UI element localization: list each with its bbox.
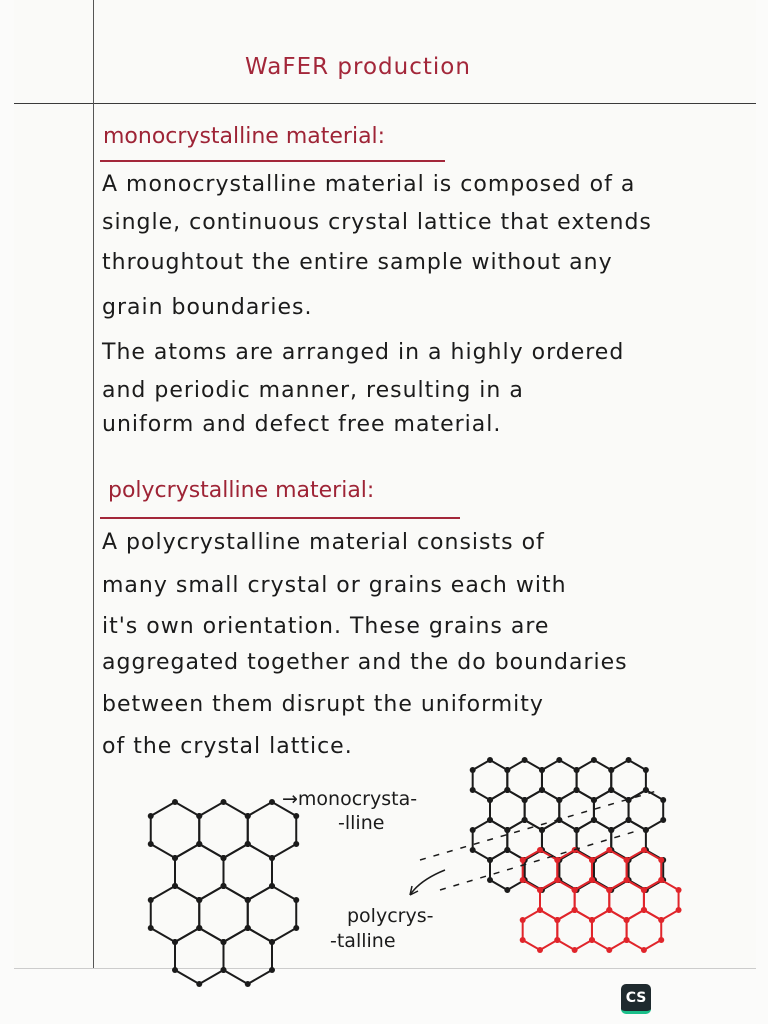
lattice-atom [554, 877, 560, 883]
lattice-atom [660, 797, 666, 803]
text-line: of the crystal lattice. [102, 734, 353, 759]
lattice-atom [520, 917, 526, 923]
lattice-atom [196, 813, 202, 819]
lattice-atom [220, 883, 226, 889]
lattice-atom [172, 967, 178, 973]
lattice-atom [520, 937, 526, 943]
lattice-atom [504, 767, 510, 773]
lattice-atom [504, 787, 510, 793]
lattice-cell [151, 886, 199, 942]
lattice-atom [293, 925, 299, 931]
lattice-atom [643, 827, 649, 833]
grain-cell [523, 910, 558, 950]
lattice-atom [574, 767, 580, 773]
monocrystalline-label: →monocrysta- [282, 788, 418, 810]
lattice-atom [196, 925, 202, 931]
section-heading-polycrystalline: polycrystalline material: [108, 478, 375, 503]
lattice-atom [589, 877, 595, 883]
lattice-atom [172, 799, 178, 805]
text-line: single, continuous crystal lattice that extends [102, 210, 652, 235]
lattice-atom [658, 857, 664, 863]
lattice-atom [220, 855, 226, 861]
grain-cell [627, 910, 662, 950]
lattice-atom [539, 787, 545, 793]
lattice-atom [608, 827, 614, 833]
lattice-atom [626, 817, 632, 823]
lattice-atom [574, 827, 580, 833]
lattice-atom [245, 897, 251, 903]
lattice-atom [269, 967, 275, 973]
lattice-atom [172, 939, 178, 945]
lattice-atom [589, 857, 595, 863]
lattice-cell [248, 886, 296, 942]
grain-cell [592, 910, 627, 950]
text-line: A polycrystalline material consists of [102, 530, 545, 555]
lattice-atom [470, 827, 476, 833]
monocrystalline-label-cont: -lline [338, 812, 385, 834]
lattice-atom [641, 947, 647, 953]
lattice-atom [591, 817, 597, 823]
lattice-atom [148, 813, 154, 819]
text-line: grain boundaries. [102, 295, 313, 320]
lattice-atom [504, 827, 510, 833]
lattice-cell [151, 802, 199, 858]
lattice-atom [608, 787, 614, 793]
lattice-atom [554, 937, 560, 943]
lattice-atom [606, 907, 612, 913]
lattice-atom [293, 897, 299, 903]
lattice-atom [487, 817, 493, 823]
lattice-atom [608, 767, 614, 773]
text-line: it's own orientation. These grains are [102, 614, 550, 639]
text-line: many small crystal or grains each with [102, 573, 567, 598]
lattice-atom [148, 897, 154, 903]
camscanner-badge: CS [621, 984, 651, 1014]
lattice-atom [624, 877, 630, 883]
grain-cell [557, 910, 592, 950]
monocrystalline-lattice [148, 799, 299, 987]
lattice-atom [522, 817, 528, 823]
lattice-atom [572, 947, 578, 953]
lattice-cell [223, 928, 271, 984]
lattice-atom [148, 841, 154, 847]
lattice-cell [223, 844, 271, 900]
lattice-atom [293, 813, 299, 819]
lattice-atom [556, 797, 562, 803]
lattice-atom [572, 887, 578, 893]
lattice-atom [591, 757, 597, 763]
lattice-atom [269, 799, 275, 805]
lattice-atom [245, 981, 251, 987]
lattice-atom [487, 877, 493, 883]
lattice-atom [591, 797, 597, 803]
lattice-atom [172, 883, 178, 889]
lattice-atom [643, 767, 649, 773]
lattice-atom [658, 877, 664, 883]
lattice-cell [199, 886, 247, 942]
lattice-atom [220, 967, 226, 973]
dashed-boundary [420, 790, 660, 890]
lattice-atom [293, 841, 299, 847]
lattice-atom [504, 847, 510, 853]
text-line: uniform and defect free material. [102, 412, 502, 437]
lattice-atom [537, 907, 543, 913]
lattice-atom [589, 937, 595, 943]
lattice-atom [470, 767, 476, 773]
lattice-atom [624, 857, 630, 863]
polycrystalline-lattice-red [520, 847, 682, 953]
lattice-atom [554, 857, 560, 863]
lattice-atom [196, 897, 202, 903]
lattice-atom [643, 787, 649, 793]
lattice-atom [624, 917, 630, 923]
lattice-atom [641, 847, 647, 853]
lattice-atom [196, 841, 202, 847]
lattice-atom [606, 947, 612, 953]
lattice-atom [658, 937, 664, 943]
lattice-cell [175, 844, 223, 900]
lattice-atom [626, 757, 632, 763]
lattice-atom [520, 877, 526, 883]
text-line: A monocrystalline material is composed of a [102, 172, 636, 197]
lattice-atom [520, 857, 526, 863]
lattice-atom [556, 757, 562, 763]
lattice-atom [572, 907, 578, 913]
lattice-atom [539, 827, 545, 833]
lattice-atom [148, 925, 154, 931]
lattice-atom [487, 757, 493, 763]
lattice-atom [641, 907, 647, 913]
lattice-atom [470, 847, 476, 853]
lattice-atom [269, 855, 275, 861]
pointer-arrow [410, 870, 445, 895]
lattice-cell [199, 802, 247, 858]
lattice-atom [606, 847, 612, 853]
lattice-atom [537, 847, 543, 853]
polycrystalline-label: polycrys- [347, 905, 434, 927]
lattice-atom [641, 887, 647, 893]
polycrystalline-label-cont: -talline [330, 930, 396, 952]
lattice-atom [245, 841, 251, 847]
lattice-atom [554, 917, 560, 923]
lattice-atom [196, 981, 202, 987]
lattice-atom [220, 799, 226, 805]
lattice-atom [504, 887, 510, 893]
text-line: aggregated together and the do boundaries [102, 650, 628, 675]
lattice-atom [589, 917, 595, 923]
lattice-atom [220, 939, 226, 945]
lattice-atom [269, 883, 275, 889]
lattice-atom [676, 907, 682, 913]
lattice-atom [269, 939, 275, 945]
lattice-atom [537, 947, 543, 953]
text-line: The atoms are arranged in a highly ordered [102, 340, 625, 365]
lattice-atom [522, 797, 528, 803]
lattice-atom [470, 787, 476, 793]
text-line: and periodic manner, resulting in a [102, 378, 524, 403]
text-line: between them disrupt the uniformity [102, 692, 544, 717]
lattice-atom [574, 787, 580, 793]
lattice-atom [676, 887, 682, 893]
lattice-atom [660, 817, 666, 823]
lattice-atom [522, 757, 528, 763]
lattice-cell [175, 928, 223, 984]
lattice-atom [245, 925, 251, 931]
lattice-cell [248, 802, 296, 858]
section-heading-monocrystalline: monocrystalline material: [103, 124, 386, 149]
text-line: throughtout the entire sample without any [102, 250, 613, 275]
lattice-atom [487, 857, 493, 863]
lattice-atom [487, 797, 493, 803]
lattice-atom [606, 887, 612, 893]
lattice-atom [245, 813, 251, 819]
lattice-atom [658, 917, 664, 923]
page-title: WaFER production [245, 54, 471, 80]
lattice-atom [537, 887, 543, 893]
lattice-atom [539, 767, 545, 773]
lattice-atom [172, 855, 178, 861]
lattice-atom [624, 937, 630, 943]
